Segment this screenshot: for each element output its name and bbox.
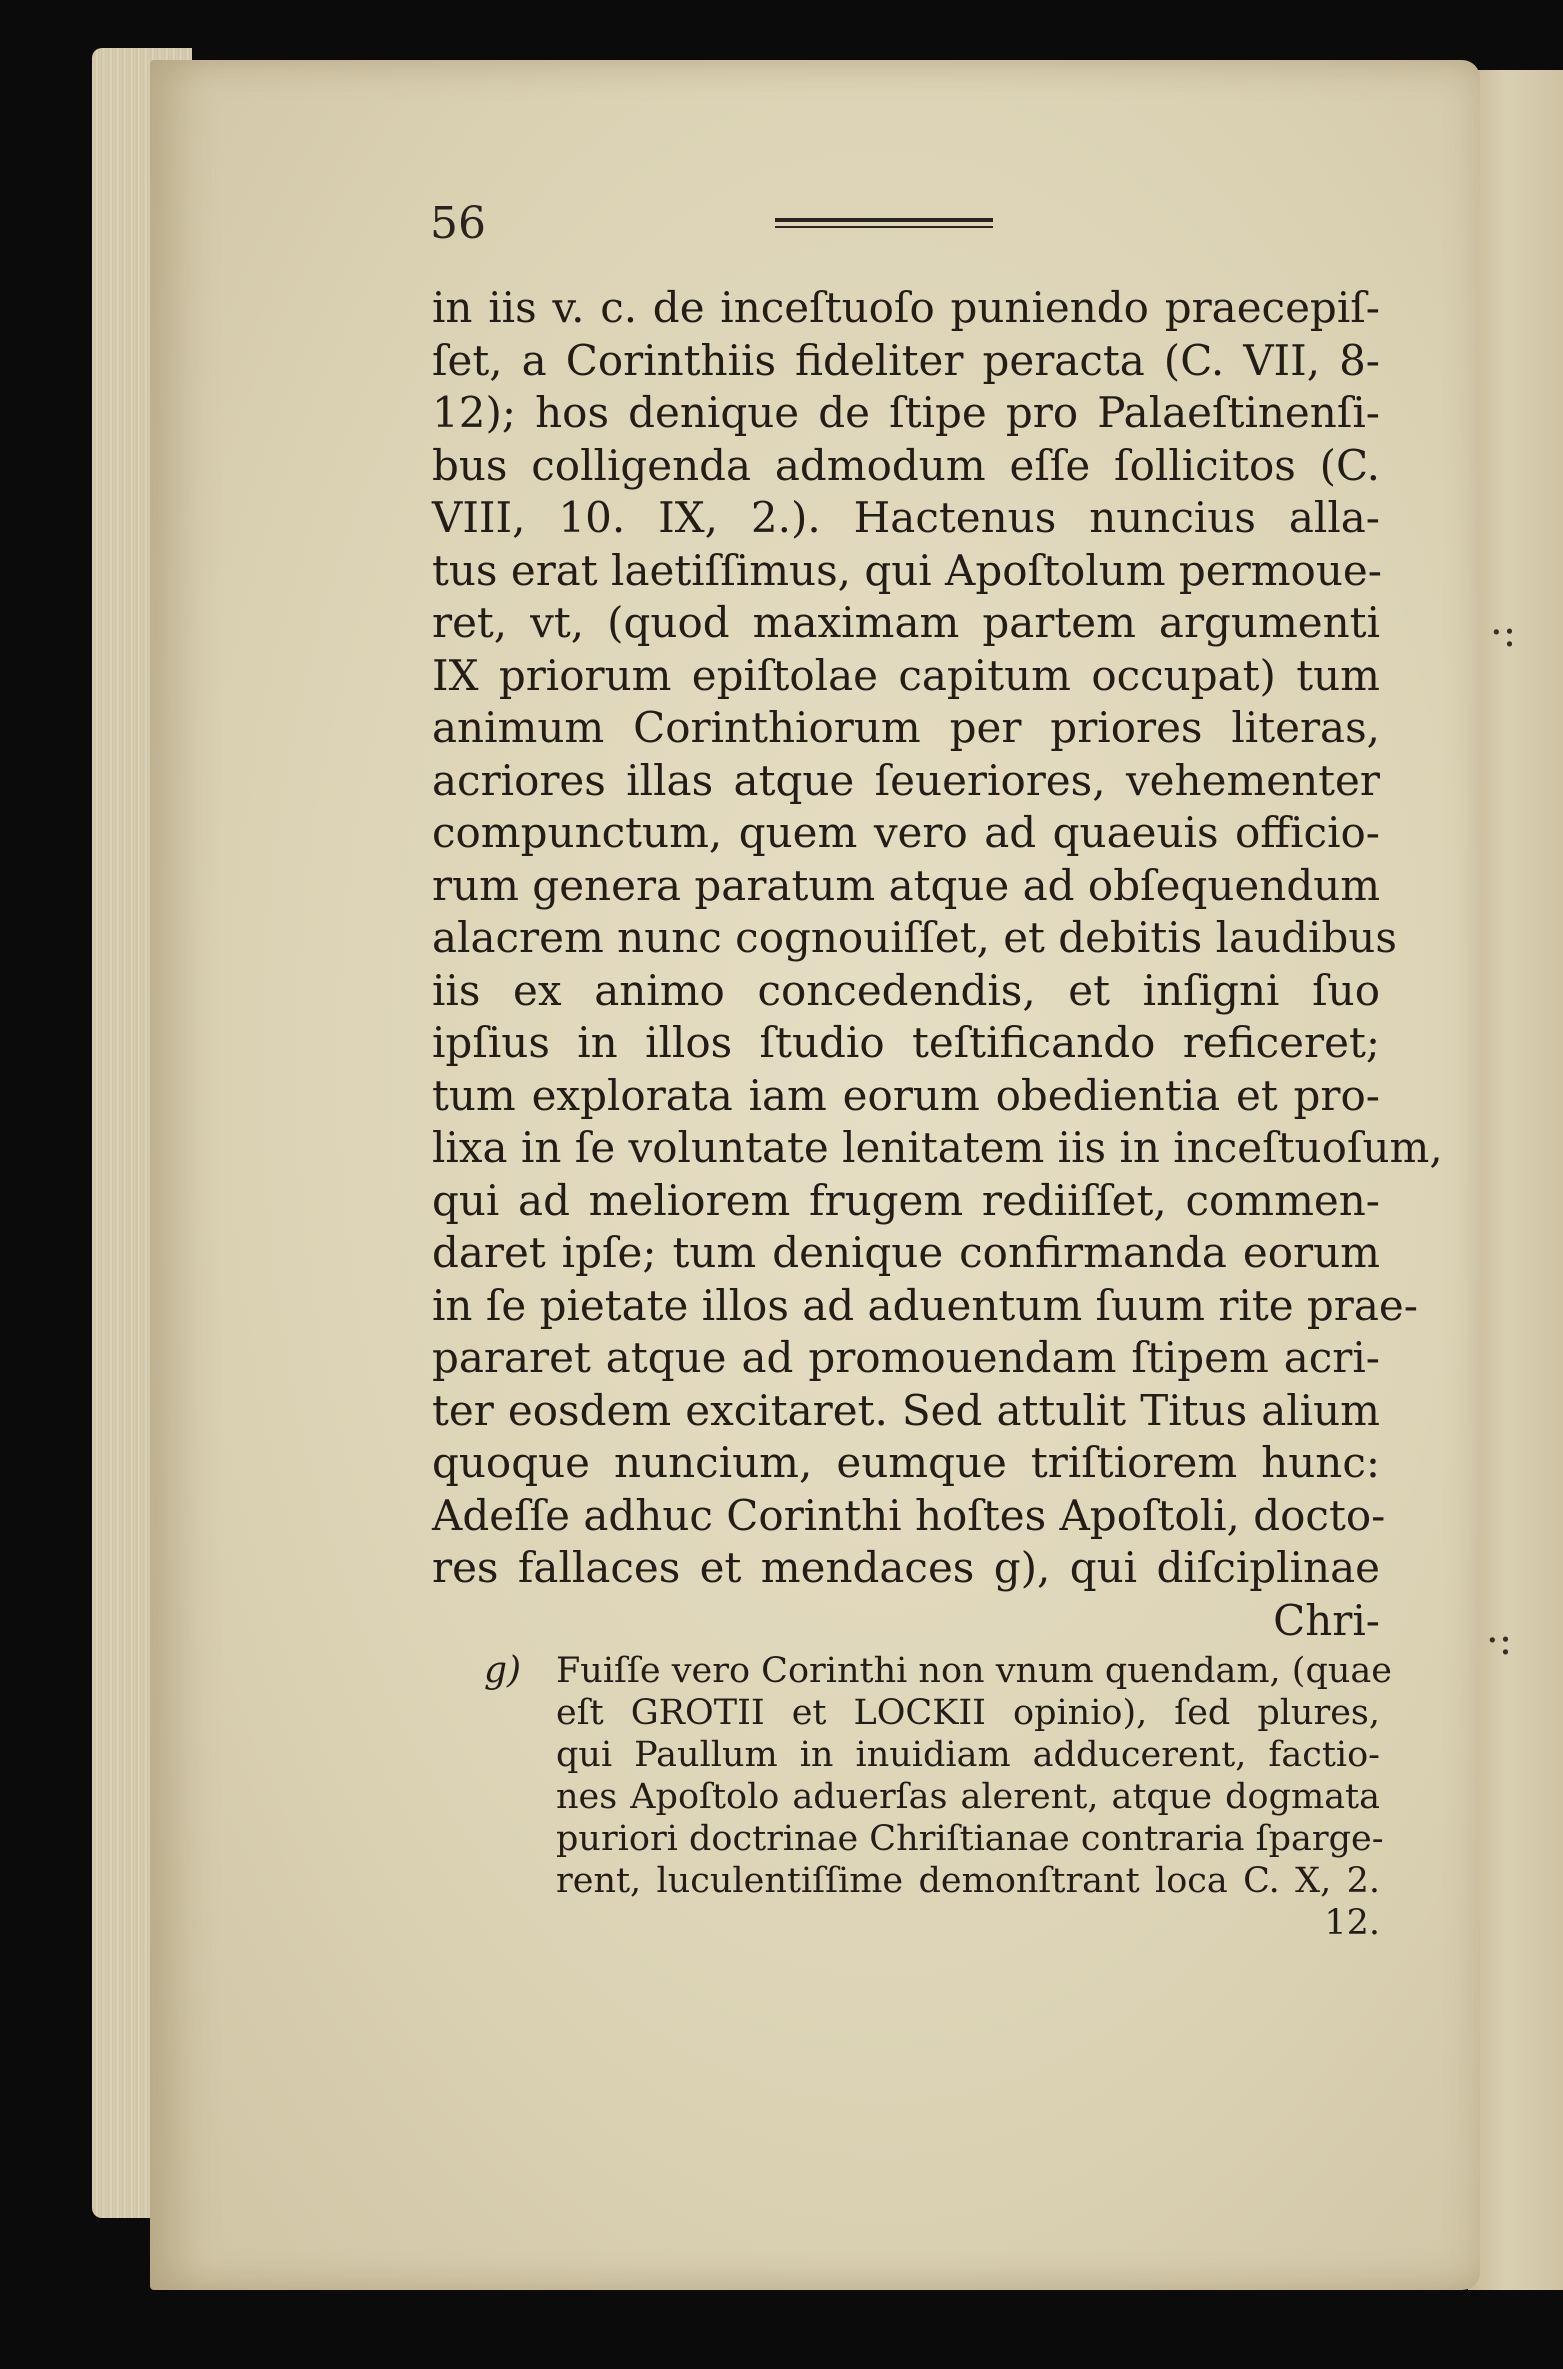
text-line: bus colligenda admodum eſſe ſollicitos (C. [432, 440, 1380, 490]
text-line: animum Corinthiorum per priores literas, [432, 703, 1380, 752]
text-line: quoque nuncium, eumque triſtiorem hunc: [432, 1438, 1380, 1487]
text-line: Adeſſe adhuc Corinthi hoſtes Apoſtoli, docto- [432, 1490, 1386, 1540]
text-line: VIII, 10. IX, 2.). Hactenus nuncius alla- [432, 493, 1380, 542]
footnote-marker: g) [484, 1650, 522, 1691]
text-line: IX priorum epiſtolae capitum occupat) tum [432, 650, 1380, 700]
next-page-fragment: ·: [1486, 1618, 1513, 1664]
text-line: in ſe pietate illos ad aduentum ſuum rite prae- [432, 1280, 1418, 1330]
header-rule [775, 218, 993, 232]
text-line: acriores illas atque ſeueriores, vehementer [432, 755, 1380, 805]
text-line: ipſius in illos ſtudio teſtificando reficeret; [432, 1018, 1380, 1067]
text-line: res fallaces et mendaces g), qui diſciplinae [432, 1543, 1380, 1592]
footnote-line: eſt GROTII et LOCKII opinio), ſed plures, [556, 1693, 1380, 1733]
text-line: ret, vt, (quod maximam partem argumenti [432, 598, 1380, 647]
next-page-edge [1468, 70, 1563, 2290]
footnote-line: Fuiſſe vero Corinthi non vnum quendam, (quae [556, 1651, 1392, 1691]
footnote-line: rent, luculentiſſime demonſtrant loca C. X, 2. [556, 1861, 1380, 1901]
main-text-block [432, 282, 1443, 1647]
footnote-line: nes Apoſtolo aduerſas alerent, atque dogmata [556, 1777, 1380, 1817]
text-line: 12); hos denique de ſtipe pro Palaeſtinenſi- [432, 388, 1380, 437]
footnote-line: qui Paullum in inuidiam adducerent, factio- [556, 1735, 1380, 1775]
text-line: tus erat laetiſſimus, qui Apoſtolum permoue- [432, 545, 1382, 595]
page-number: 56 [430, 198, 486, 249]
text-line: pararet atque ad promouendam ſtipem acri- [432, 1333, 1380, 1382]
text-line: iis ex animo concedendis, et inſigni ſuo [432, 965, 1380, 1015]
footnote-line: puriori doctrinae Chriſtianae contraria ſparge- [556, 1819, 1384, 1859]
text-line: rum genera paratum atque ad obſequendum [432, 860, 1381, 910]
text-line: ſet, a Corinthiis fideliter peracta (C. VII, 8- [432, 335, 1380, 385]
footnote [484, 1650, 1392, 1944]
text-line: lixa in ſe voluntate lenitatem iis in inceſtuoſum, [432, 1123, 1443, 1172]
text-line: alacrem nunc cognouiſſet, et debitis laudibus [432, 913, 1397, 962]
text-line: qui ad meliorem frugem rediiſſet, commen- [432, 1175, 1380, 1225]
text-line: ter eosdem excitaret. Sed attulit Titus alium [432, 1385, 1380, 1435]
text-line: compunctum, quem vero ad quaeuis officio- [432, 808, 1380, 857]
text-line: tum explorata iam eorum obedientia et pro- [432, 1070, 1380, 1120]
next-page-fragment: ·: [1490, 610, 1517, 656]
text-line: daret ipſe; tum denique confirmanda eorum [432, 1228, 1380, 1277]
catchword: Chri- [1273, 1595, 1380, 1645]
text-line: in iis v. c. de inceſtuoſo puniendo praecepiſ- [432, 283, 1380, 332]
footnote-last-line: 12. [1324, 1903, 1380, 1943]
